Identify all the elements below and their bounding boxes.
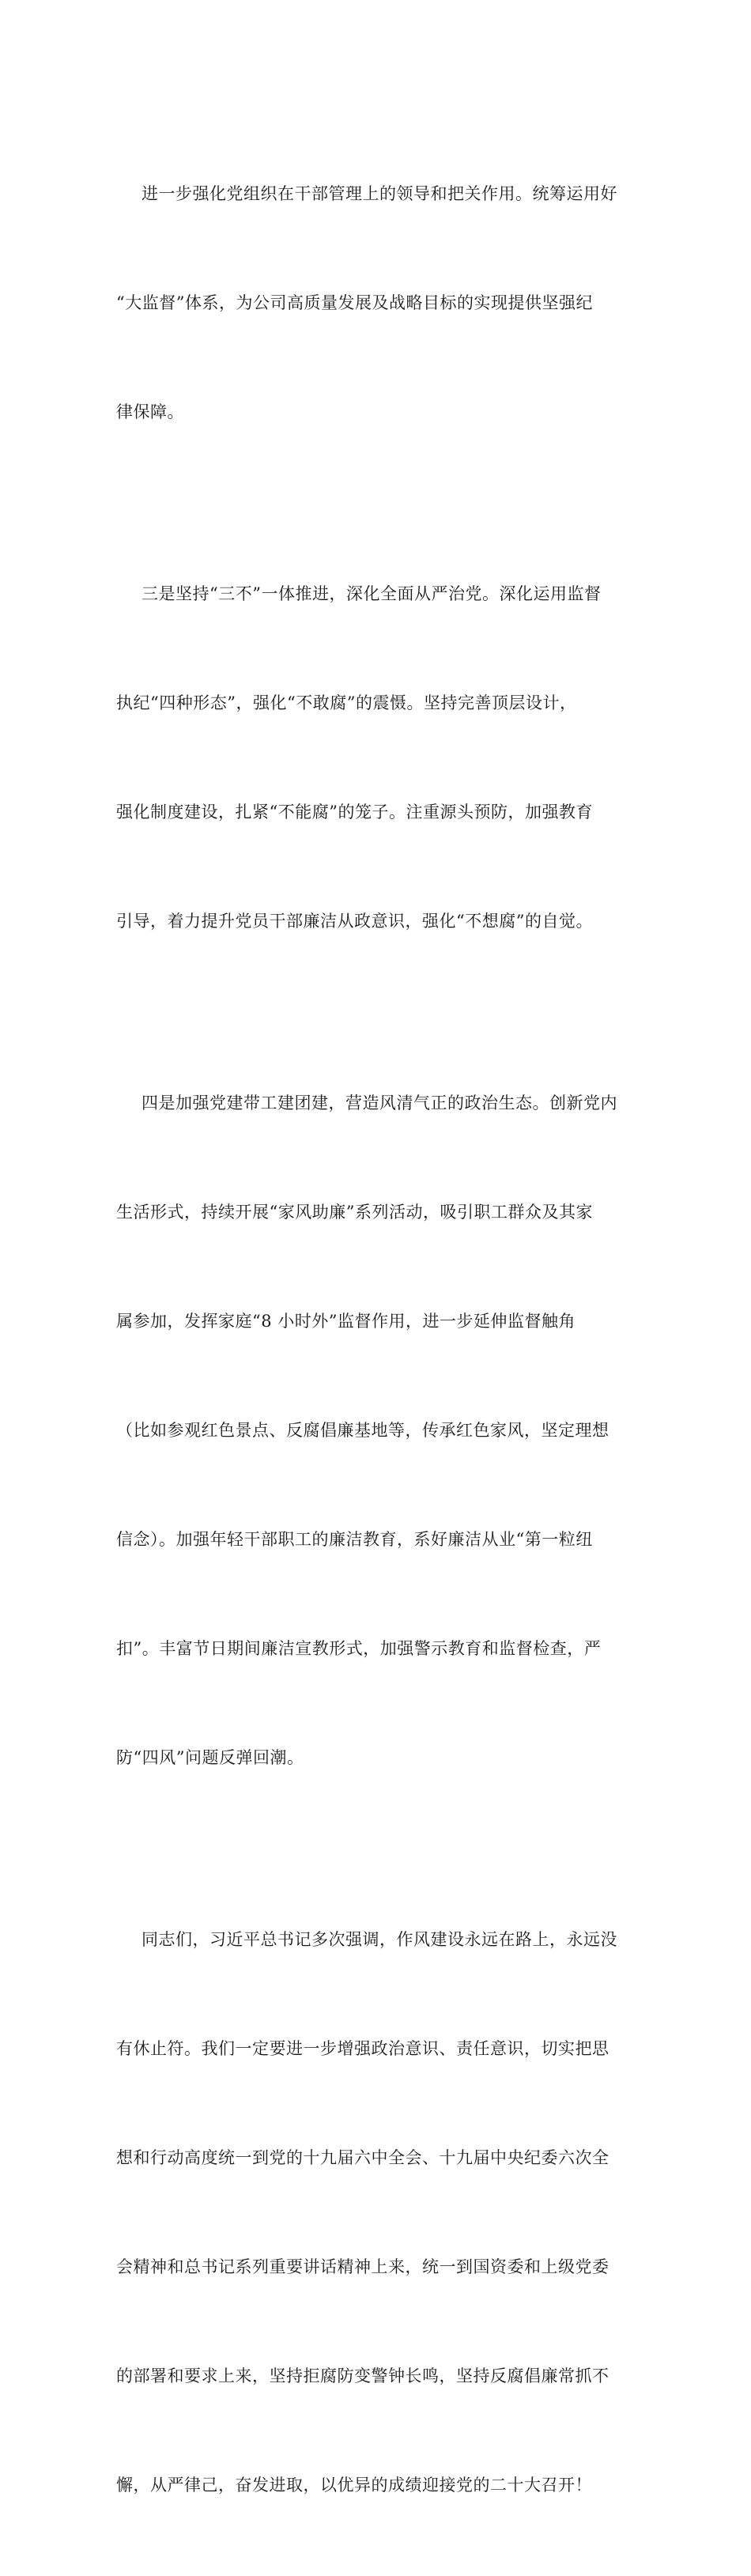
paragraph-3 <box>116 1012 638 1849</box>
paragraph-line: 引导，着力提升党员干部廉洁从政意识，强化“不想腐”的自觉。 <box>116 912 593 931</box>
paragraph-line: 属参加，发挥家庭“8 小时外”监督作用，进一步延伸监督触角 <box>116 1312 576 1331</box>
paragraph-line: 三是坚持“三不”一体推进，深化全面从严治党。深化运用监督 <box>142 584 602 603</box>
paragraph-line: 生活形式，持续开展“家风助廉”系列活动，吸引职工群众及其家 <box>116 1203 593 1222</box>
paragraph-line: 执纪“四种形态”，强化“不敢腐”的震慑。坚持完善顶层设计， <box>116 693 577 712</box>
paragraph-line: 强化制度建设，扎紧“不能腐”的笼子。注重源头预防，加强教育 <box>116 803 593 822</box>
paragraph-line: 扣”。丰富节日期间廉洁宣教形式，加强警示教育和监督检查，严 <box>116 1639 602 1658</box>
paragraph-line: 的部署和要求上来，坚持拒腐防变警钟长鸣，坚持反腐倡廉常抓不 <box>116 2366 609 2385</box>
paragraph-line: 防“四风”问题反弹回潮。 <box>116 1748 304 1767</box>
paragraph-line: 信念）。加强年轻干部职工的廉洁教育，系好廉洁从业“第一粒纽 <box>116 1530 593 1549</box>
paragraph-line: 进一步强化党组织在干部管理上的领导和把关作用。统筹运用好 <box>142 184 617 203</box>
paragraph-line: 会精神和总书记系列重要讲话精神上来，统一到国资委和上级党委 <box>116 2257 609 2276</box>
paragraph-4 <box>116 1849 638 2576</box>
paragraph-line: 想和行动高度统一到党的十九届六中全会、十九届中央纪委六次全 <box>116 2148 609 2167</box>
document-body <box>116 103 638 2576</box>
paragraph-2 <box>116 503 638 1012</box>
paragraph-line: 四是加强党建带工建团建，营造风清气正的政治生态。创新党内 <box>142 1093 617 1112</box>
paragraph-line: （比如参观红色景点、反腐倡廉基地等，传承红色家风，坚定理想 <box>116 1421 609 1440</box>
paragraph-line: “大监督”体系，为公司高质量发展及战略目标的实现提供坚强纪 <box>116 293 593 312</box>
paragraph-line: 律保障。 <box>116 402 184 421</box>
paragraph-line: 同志们，习近平总书记多次强调，作风建设永远在路上，永远没 <box>142 1930 617 1949</box>
paragraph-line: 懈，从严律己，奋发进取，以优异的成绩迎接党的二十大召开！ <box>116 2476 592 2495</box>
paragraph-line: 有休止符。我们一定要进一步增强政治意识、责任意识，切实把思 <box>116 2039 609 2058</box>
paragraph-1 <box>116 103 638 503</box>
